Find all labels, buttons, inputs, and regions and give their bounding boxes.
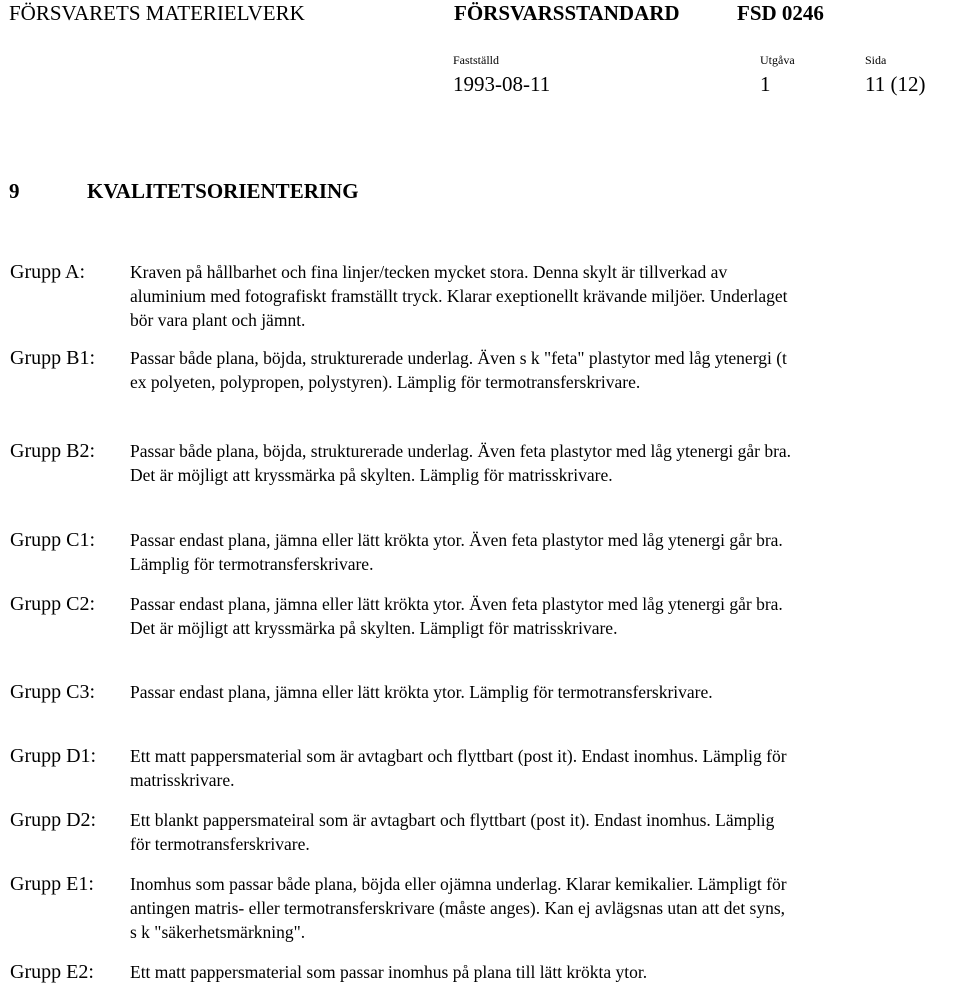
organization-name: FÖRSVARETS MATERIELVERK: [9, 1, 305, 25]
group-description: Passar både plana, böjda, strukturerade underlag. Även s k "feta" plastytor med låg ytenergi (t ex polyeten, polypropen, polystyren). Lämplig för termotransferskrivare.: [130, 348, 787, 392]
group-label: Grupp A:: [10, 261, 85, 283]
group-label: Grupp B2:: [10, 440, 95, 462]
section-heading: [9, 178, 359, 204]
page-label: Sida: [865, 53, 887, 67]
section-title: KVALITETSORIENTERING: [87, 179, 359, 203]
group-label: Grupp D2:: [10, 809, 97, 831]
page-value: 11 (12): [865, 72, 926, 96]
document-header: [9, 0, 960, 30]
group-e1: [10, 872, 960, 944]
group-e2: [10, 960, 960, 984]
group-c1: [10, 528, 960, 576]
group-label: Grupp E1:: [10, 873, 94, 895]
group-b2: [10, 439, 960, 487]
group-c2: [10, 592, 960, 640]
group-c3: [10, 680, 960, 704]
group-description: Ett matt pappersmaterial som är avtagbart och flyttbart (post it). Endast inomhus. Lämplig för matrisskrivare.: [130, 746, 787, 790]
established-value: 1993-08-11: [453, 72, 551, 96]
group-label: Grupp C1:: [10, 529, 95, 551]
section-number: 9: [9, 179, 20, 203]
group-label: Grupp C3:: [10, 681, 95, 703]
edition-label: Utgåva: [760, 53, 795, 67]
group-description: Inomhus som passar både plana, böjda eller ojämna underlag. Klarar kemikalier. Lämpligt för antingen matris- eller termotransferskrivare (måste anges). Kan ej avlägsnas utan att det syns, s k "säkerhetsmärkning".: [130, 874, 787, 942]
standard-type: FÖRSVARSSTANDARD: [454, 1, 680, 25]
group-description: Passar både plana, böjda, strukturerade underlag. Även feta plastytor med låg ytenergi går bra. Det är möjligt att kryssmärka på skylten. Lämplig för matrisskrivare.: [130, 441, 792, 485]
group-description: Passar endast plana, jämna eller lätt krökta ytor. Även feta plastytor med låg ytenergi går bra. Det är möjligt att kryssmärka på skylten. Lämpligt för matrisskrivare.: [130, 594, 783, 638]
group-label: Grupp D1:: [10, 745, 97, 767]
group-description: Ett matt pappersmaterial som passar inomhus på plana till lätt krökta ytor.: [130, 962, 648, 982]
established-label: Fastställd: [453, 53, 500, 67]
group-description: Kraven på hållbarhet och fina linjer/tecken mycket stora. Denna skylt är tillverkad av aluminium med fotografiskt framställt tryck. Klarar exeptionellt krävande miljöer. Underlaget bör vara plant och jämnt.: [130, 262, 788, 330]
group-label: Grupp C2:: [10, 593, 95, 615]
group-d1: [10, 744, 960, 792]
edition-value: 1: [760, 72, 771, 96]
group-d2: [10, 808, 960, 856]
group-a: [10, 260, 960, 332]
group-description: Passar endast plana, jämna eller lätt krökta ytor. Lämplig för termotransferskrivare.: [130, 682, 713, 702]
group-description: Ett blankt pappersmateiral som är avtagbart och flyttbart (post it). Endast inomhus. Lämplig för termotransferskrivare.: [130, 810, 775, 854]
group-b1: [10, 346, 960, 394]
group-label: Grupp B1:: [10, 347, 95, 369]
group-description: Passar endast plana, jämna eller lätt krökta ytor. Även feta plastytor med låg ytenergi går bra. Lämplig för termotransferskrivare.: [130, 530, 783, 574]
standard-number: FSD 0246: [737, 1, 824, 25]
group-label: Grupp E2:: [10, 961, 94, 983]
